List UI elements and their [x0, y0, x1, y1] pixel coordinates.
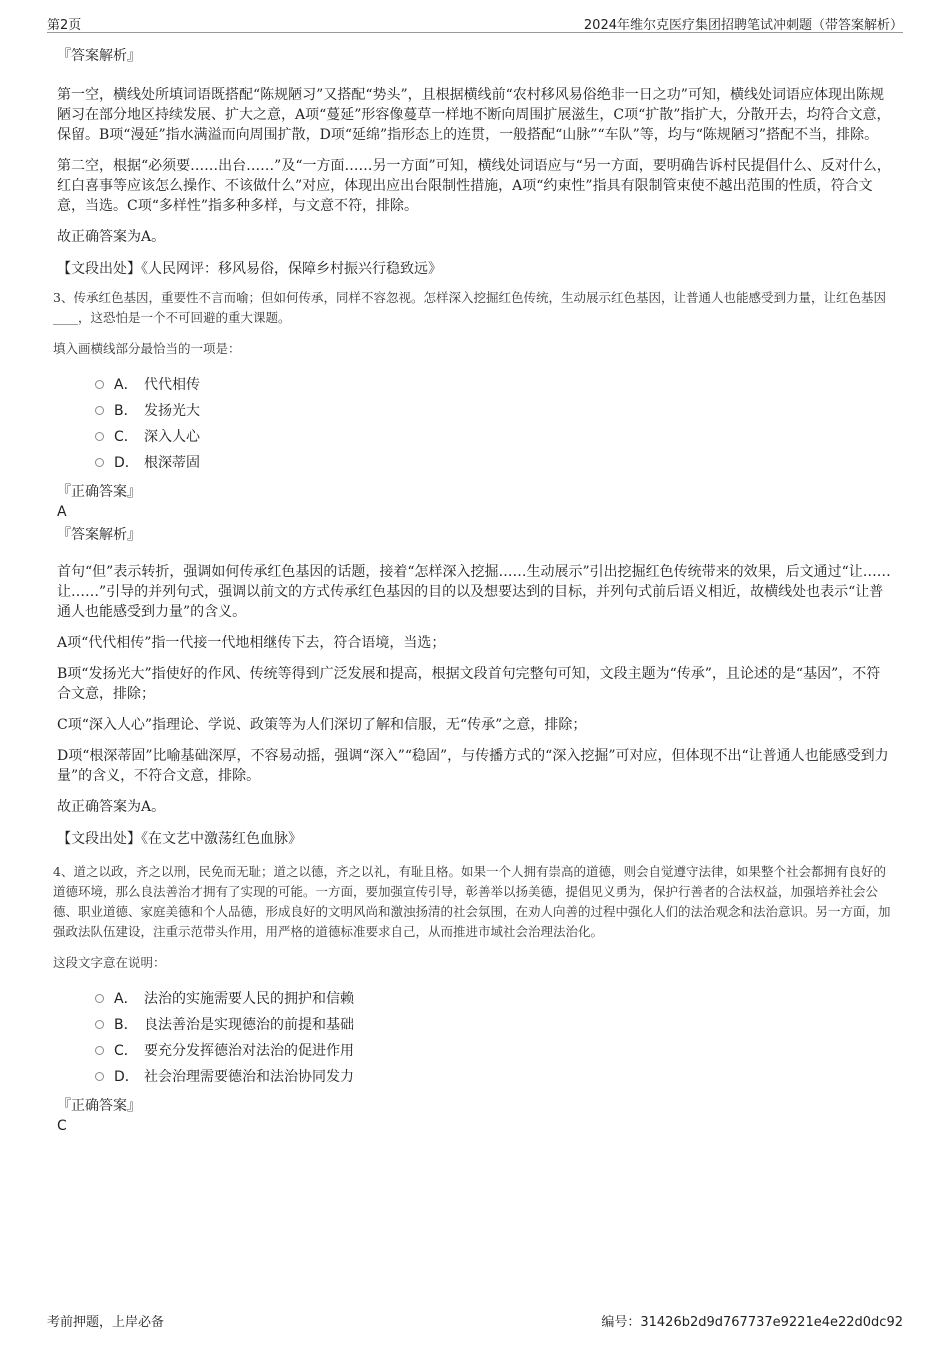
question-stem: 3、传承红色基因，重要性不言而喻；但如何传承，同样不容忽视。怎样深入挖掘红色传统，生动展示红色基因，让普通人也能感受到力量，让红色基因____，这恐怕是一个不可回避的重大课题。 [53, 290, 886, 325]
radio-icon[interactable] [95, 1020, 104, 1029]
page-header [47, 12, 903, 33]
analysis-heading: 『答案解析』 [57, 527, 141, 543]
option-c[interactable]: C． 深入人心 [95, 423, 893, 449]
question-prompt: 填入画横线部分最恰当的一项是： [53, 341, 241, 356]
option-b[interactable]: B． 发扬光大 [95, 397, 893, 423]
analysis-paragraph: 故正确答案为A。 [57, 799, 166, 815]
option-list [95, 371, 893, 475]
radio-icon[interactable] [95, 432, 104, 441]
analysis-heading: 『答案解析』 [57, 48, 141, 64]
source-citation: 【文段出处】《人民网评：移风易俗，保障乡村振兴行稳致远》 [57, 261, 442, 277]
radio-icon[interactable] [95, 994, 104, 1003]
correct-answer: C [57, 1118, 67, 1134]
question-prompt: 这段文字意在说明： [53, 955, 166, 970]
page-number: 第2页 [47, 18, 82, 33]
radio-icon[interactable] [95, 380, 104, 389]
option-d[interactable]: D． 社会治理需要德治和法治协同发力 [95, 1063, 893, 1089]
analysis-paragraph: B项“发扬光大”指使好的作风、传统等得到广泛发展和提高，根据文段首句完整句可知，文段主题为“传承”，且论述的是“基因”，不符合文意，排除； [57, 666, 881, 702]
radio-icon[interactable] [95, 1072, 104, 1081]
option-a[interactable]: A． 法治的实施需要人民的拥护和信赖 [95, 985, 893, 1011]
option-a[interactable]: A． 代代相传 [95, 371, 893, 397]
radio-icon[interactable] [95, 458, 104, 467]
analysis-paragraph: 故正确答案为A。 [57, 229, 166, 245]
correct-answer: A [57, 504, 67, 520]
option-d[interactable]: D． 根深蒂固 [95, 449, 893, 475]
analysis-paragraph: C项“深入人心”指理论、学说、政策等为人们深切了解和信服，无“传承”之意，排除； [57, 717, 587, 733]
source-citation: 【文段出处】《在文艺中激荡红色血脉》 [57, 831, 302, 847]
option-list [95, 985, 893, 1089]
analysis-paragraph: A项“代代相传”指一代接一代地相继传下去，符合语境，当选； [57, 635, 446, 651]
radio-icon[interactable] [95, 1046, 104, 1055]
correct-answer-heading: 『正确答案』 [57, 1098, 141, 1114]
document-title: 2024年维尔克医疗集团招聘笔试冲刺题（带答案解析） [583, 18, 903, 33]
question-stem: 4、道之以政，齐之以刑，民免而无耻；道之以德，齐之以礼，有耻且格。如果一个人拥有崇高的道德，则会自觉遵守法律，如果整个社会都拥有良好的道德环境，那么良法善治才拥有了实现的可能。一方面，要加强宣传引导，彰善举以扬美德，提倡见义勇为，保护行善者的合法权益，加强培养社会公德、职业道德、家庭美德和个人品德，形成良好的文明风尚和激浊扬清的社会氛围，在劝人向善的过程中强化人们的法治观念和法治意识。另一方面，加强政法队伍建设，注重示范带头作用，用严格的道德标准要求自己，从而推进市域社会治理法治化。 [53, 864, 891, 939]
analysis-paragraph: 第一空，横线处所填词语既搭配“陈规陋习”又搭配“势头”，且根据横线前“农村移风易俗绝非一日之功”可知，横线处词语应体现出陈规陋习在部分地区持续发展、扩大之意，A项“蔓延”形容像蔓草一样地不断向周围扩展滋生，C项“扩散”指扩大，分散开去，均符合文意，保留。B项“漫延”指水满溢而向周围扩散，D项“延绵”指形态上的连贯，一般搭配“山脉”“车队”等，均与“陈规陋习”搭配不当，排除。 [57, 87, 891, 143]
radio-icon[interactable] [95, 406, 104, 415]
option-c[interactable]: C． 要充分发挥德治对法治的促进作用 [95, 1037, 893, 1063]
footer-slogan: 考前押题，上岸必备 [47, 1315, 165, 1330]
analysis-paragraph: 第二空，根据“必须要……出台……”及“一方面……另一方面”可知，横线处词语应与“另一方面，要明确告诉村民提倡什么、反对什么，红白喜事等应该怎么操作、不该做什么”对应，体现出应出台限制性措施，A项“约束性”指具有限制管束使不越出范围的性质，符合文意，当选。C项“多样性”指多种多样，与文意不符，排除。 [57, 158, 891, 214]
main-content [53, 45, 893, 1138]
document-id: 编号：31426b2d9d767737e9221e4e22d0dc92 [601, 1315, 903, 1330]
analysis-paragraph: D项“根深蒂固”比喻基础深厚，不容易动摇，强调“深入”“稳固”，与传播方式的“深入挖掘”可对应，但体现不出“让普通人也能感受到力量”的含义，不符合文意，排除。 [57, 748, 889, 784]
option-b[interactable]: B． 良法善治是实现德治的前提和基础 [95, 1011, 893, 1037]
analysis-paragraph: 首句“但”表示转折，强调如何传承红色基因的话题，接着“怎样深入挖掘……生动展示”引出挖掘红色传统带来的效果，后文通过“让……让……”引导的并列句式，强调以前文的方式传承红色基因的目的以及想要达到的目标，并列句式前后语义相近，故横线处也表示“让普通人也能感受到力量”的含义。 [57, 564, 891, 620]
correct-answer-heading: 『正确答案』 [57, 484, 141, 500]
